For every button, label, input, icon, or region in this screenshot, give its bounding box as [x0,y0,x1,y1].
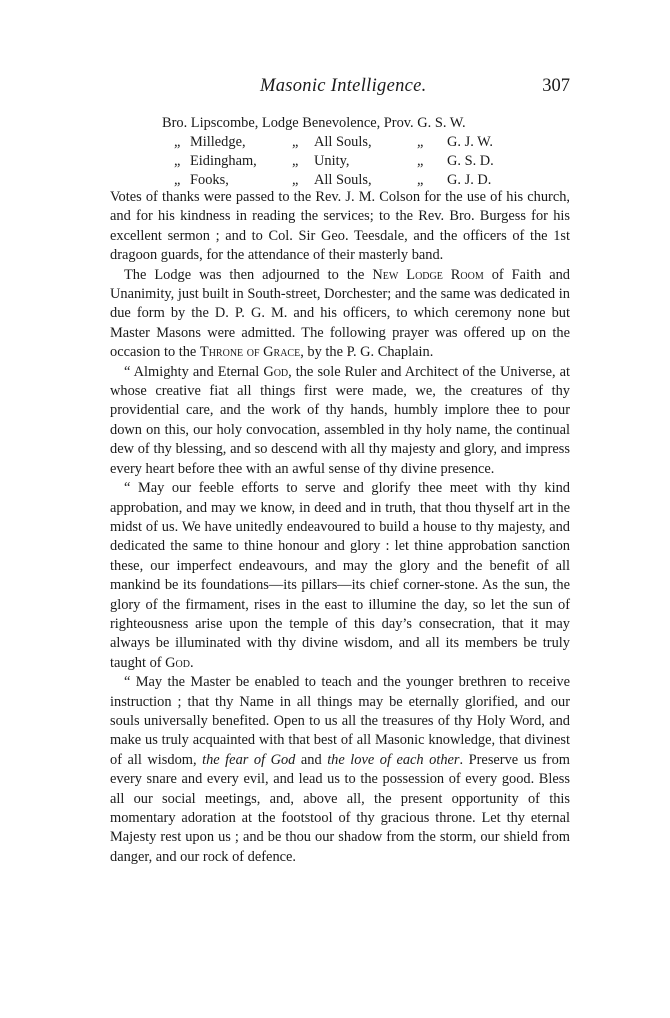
paragraph-lodge-dedication [110,266,570,363]
ditto-mark: „ [174,153,181,169]
officers-list [162,114,582,190]
paragraph-prayer-invocation [110,363,570,479]
officer-lodge: Unity, [314,153,350,169]
officer-row [162,114,582,133]
scan-speck [554,948,574,954]
officer-office: G. S. D. [447,153,494,169]
italic-run: the love of each other [327,751,460,768]
ditto-mark: „ [292,134,299,150]
ditto-mark: „ [417,153,424,169]
body-text [110,188,570,867]
ditto-mark: „ [174,172,181,188]
text-run: . [190,654,194,671]
running-title: Masonic Intelligence. [260,76,427,96]
small-caps-run: New Lodge Room [372,266,484,283]
text-run: of Faith and Unanimity, just built in South-street, Dorchester; and the same was dedicated in due form by the D. P. G. M. and his officers, to which ceremony none but Master Masons were admitted. The following prayer was offered up on the occasion to the [110,266,570,361]
paragraph-votes-of-thanks: Votes of thanks were passed to the Rev. J. M. Colson for the use of his church, and for his kindness in reading the services; to the Rev. Bro. Burgess for his excellent sermon ; and to Col. Sir Geo. Teesdale, and the officers of the 1st dragoon guards, for the attendance of their masterly band. [110,189,570,264]
officer-name: Milledge, [190,134,246,150]
text-run: , the sole Ruler and Architect of the Universe, at whose creative fiat all things first were made, we, the creatures of thy providential care, and the work of thy hands, humbly implore thee to pour down on this, our holy convocation, assembled in thy holy name, the continual dew of thy blessing, and so descend with all thy majesty and glory, and impress every heart before thee with an awful sense of thy divine presence. [110,363,570,477]
page-number: 307 [542,76,570,96]
officer-office: G. J. W. [447,134,493,150]
ditto-mark: „ [417,134,424,150]
text-run: The Lodge was then adjourned to the [124,266,373,283]
officer-row [162,133,582,152]
ditto-mark: „ [292,172,299,188]
officer-lodge: All Souls, [314,172,372,188]
italic-run: the fear of God [202,751,296,768]
text-run: “ May our feeble efforts to serve and glorify thee meet with thy kind approbation, and may we know, in deed and in truth, that thou thyself art in the midst of us. We have unitedly endeavoured to build a house to thy majesty, and dedicated the same to thine honour and glory : let thine approbation sanction these, our imperfect endeavours, and may the glory and the benefit of all mankind be its foundations—its pillars—its chief corner-stone. As the sun, the glory of the firmament, rises in the east to illumine the day, so let the sun of righteousness arise upon the temple of this day’s consecration, that it may always be illuminated with thy divine wisdom, and all its members be truly taught of [110,480,570,671]
small-caps-run: Throne of Grace [199,344,301,361]
text-run: and [295,751,328,768]
text-run: , by the P. G. Chaplain. [300,344,434,361]
text-run: “ Almighty and Eternal [124,363,264,380]
officer-office: G. J. D. [447,172,492,188]
officer-name: Eidingham, [190,153,257,169]
small-caps-run: God [165,654,190,671]
ditto-mark: „ [292,153,299,169]
paragraph-prayer-approbation [110,479,570,673]
officer-name: Fooks, [190,172,229,188]
ditto-mark: „ [174,134,181,150]
officer-lodge: All Souls, [314,134,372,150]
ditto-mark: „ [417,172,424,188]
page-header [110,76,570,102]
officer-row [162,152,582,171]
small-caps-run: God [263,363,289,380]
text-run: . Preserve us from every snare and every evil, and lead us to the possession of every good. Bless all our social meetings, and, above all, the present opportunity of this momentary adoration at the footstool of thy gracious throne. Let thy eternal Majesty rest upon us ; and be thou our shadow from the storm, our shield from danger, and our rock of defence. [110,751,570,865]
text-run: “ May the Master be enabled to teach and the younger brethren to receive instruction ; that thy Name in all things may be eternally glorified, and our souls universally benefited. Open to us all the treasures of thy Holy Word, and make us truly acquainted with that best of all Masonic knowledge, that divinest of all wisdom, [110,674,570,768]
officer-entry: Bro. Lipscombe, Lodge Benevolence, Prov. G. S. W. [162,115,466,131]
paragraph-prayer-master [110,673,570,867]
